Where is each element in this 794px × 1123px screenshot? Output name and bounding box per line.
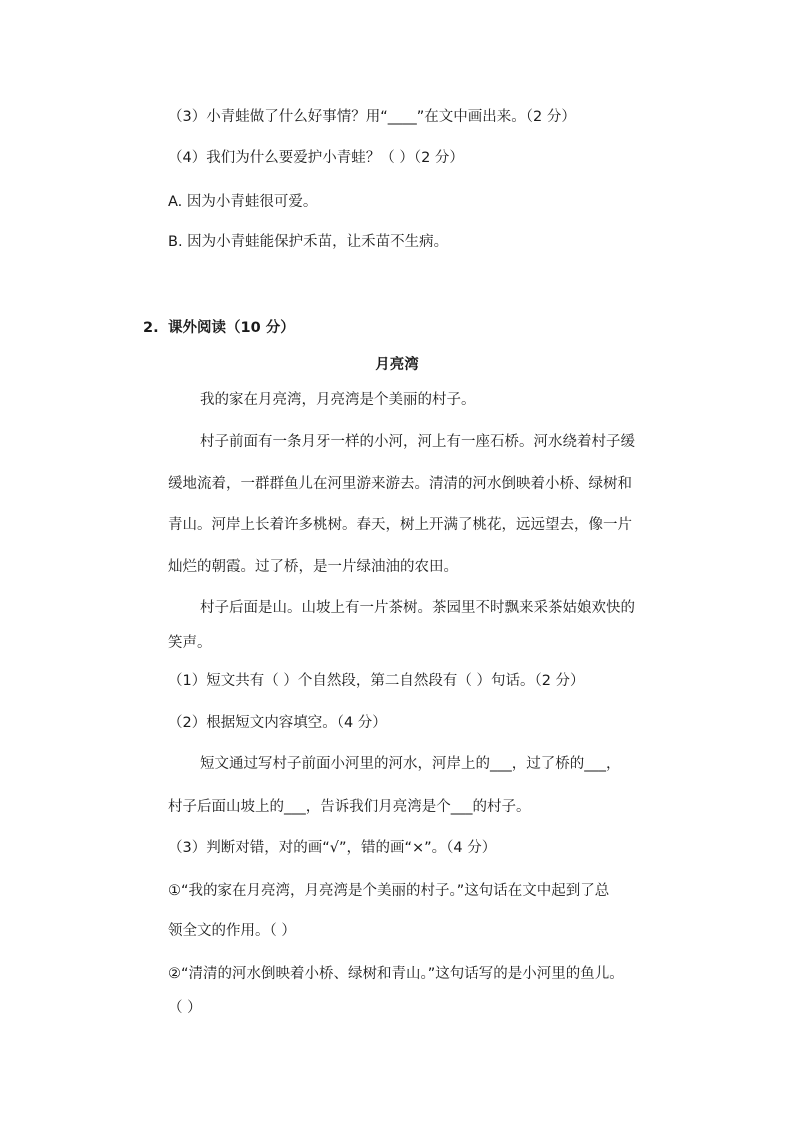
question-3-judge: （3）判断对错，对的画“√”，错的画“×”。（4 分） [168,840,497,856]
option-a: A. 因为小青蛙很可爱。 [168,194,318,210]
paragraph-3-line-1: 村子后面是山。山坡上有一片茶树。茶园里不时飘来采茶姑娘欢快的 [200,600,635,616]
question-4: （4）我们为什么要爱护小青蛙？（ ）（2 分） [168,150,464,166]
option-b: B. 因为小青蛙能保护禾苗，让禾苗不生病。 [168,234,449,250]
paragraph-2-line-3: 青山。河岸上长着许多桃树。春天，树上开满了桃花，远远望去，像一片 [168,517,632,533]
paragraph-2-line-2: 缓地流着，一群群鱼儿在河里游来游去。清清的河水倒映着小桥、绿树和 [168,476,632,492]
section-number: 2. [143,320,159,336]
judge-2-line-1: ②“清清的河水倒映着小桥、绿树和青山。”这句话写的是小河里的鱼儿。 [168,966,624,982]
fill-line-1: 短文通过写村子前面小河里的河水，河岸上的___，过了桥的___， [200,756,621,772]
question-2: （2）根据短文内容填空。（4 分） [168,715,387,731]
question-3: （3）小青蛙做了什么好事情？用“____”在文中画出来。（2 分） [168,109,576,125]
paragraph-2-line-1: 村子前面有一条月牙一样的小河，河上有一座石桥。河水绕着村子缓 [200,434,635,450]
judge-1-line-1: ①“我的家在月亮湾，月亮湾是个美丽的村子。”这句话在文中起到了总 [168,883,610,899]
passage-title: 月亮湾 [375,357,419,373]
paragraph-3-line-2: 笑声。 [168,635,212,651]
question-1: （1）短文共有（ ）个自然段，第二自然段有（ ）句话。（2 分） [168,673,585,689]
fill-line-2: 村子后面山坡上的___，告诉我们月亮湾是个___的村子。 [168,799,531,815]
judge-1-line-2: 领全文的作用。（ ） [168,923,296,939]
section-heading: 课外阅读（10 分） [168,320,295,336]
paragraph-2-line-4: 灿烂的朝霞。过了桥，是一片绿油油的农田。 [168,559,458,575]
judge-2-line-2: （ ） [168,1000,202,1016]
paragraph-1: 我的家在月亮湾，月亮湾是个美丽的村子。 [200,392,476,408]
